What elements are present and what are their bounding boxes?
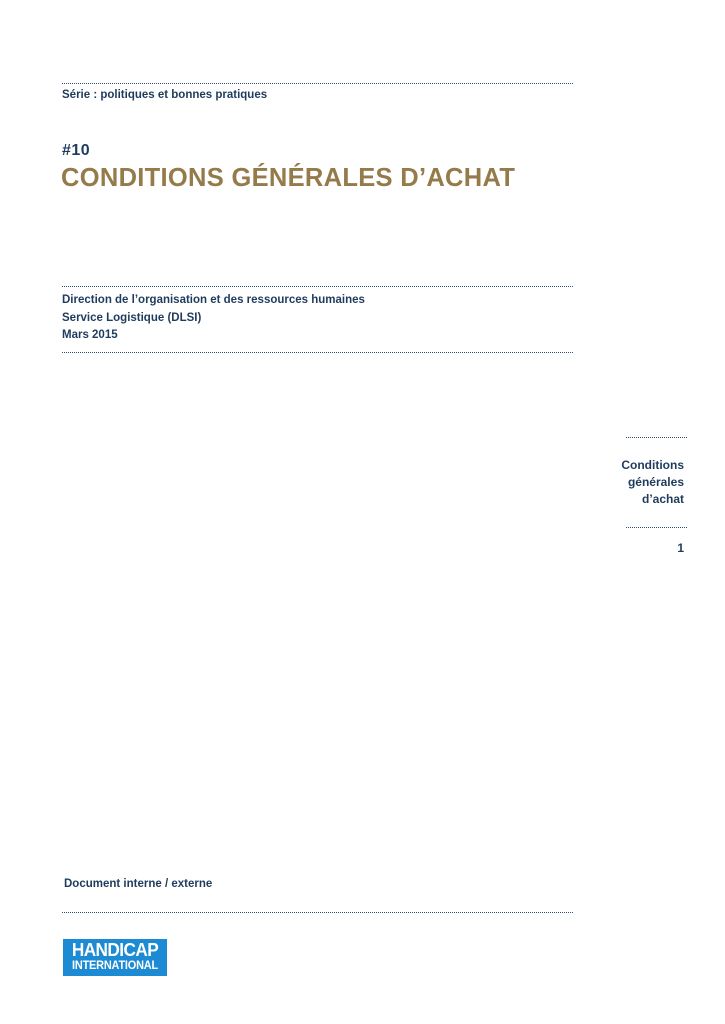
sidebar-top-divider (626, 437, 687, 438)
document-scope: Document interne / externe (64, 878, 213, 890)
service-label: Service Logistique (DLSI) (62, 311, 202, 324)
page-number: 1 (677, 541, 684, 555)
sidebar-title-line: générales (627, 475, 684, 489)
logo-line-1: HANDICAP (71, 939, 159, 960)
series-label: Série : politiques et bonnes pratiques (62, 89, 268, 101)
handicap-international-logo (63, 939, 167, 976)
meta-bottom-divider (62, 352, 573, 353)
logo-line-2: INTERNATIONAL (72, 960, 158, 972)
sidebar-title-line: d’achat (641, 492, 684, 506)
sidebar-document-title (564, 457, 684, 508)
sidebar-title-line: Conditions (621, 458, 684, 472)
date-label: Mars 2015 (62, 329, 118, 341)
document-number: #10 (62, 142, 91, 159)
document-title: CONDITIONS GÉNÉRALES D’ACHAT (61, 164, 516, 192)
sidebar-bottom-divider (626, 527, 687, 528)
document-meta (62, 292, 365, 345)
meta-top-divider (62, 286, 573, 287)
department-label: Direction de l’organisation et des ressources humaines (62, 294, 365, 306)
footer-divider (62, 912, 573, 913)
top-divider (62, 83, 573, 84)
